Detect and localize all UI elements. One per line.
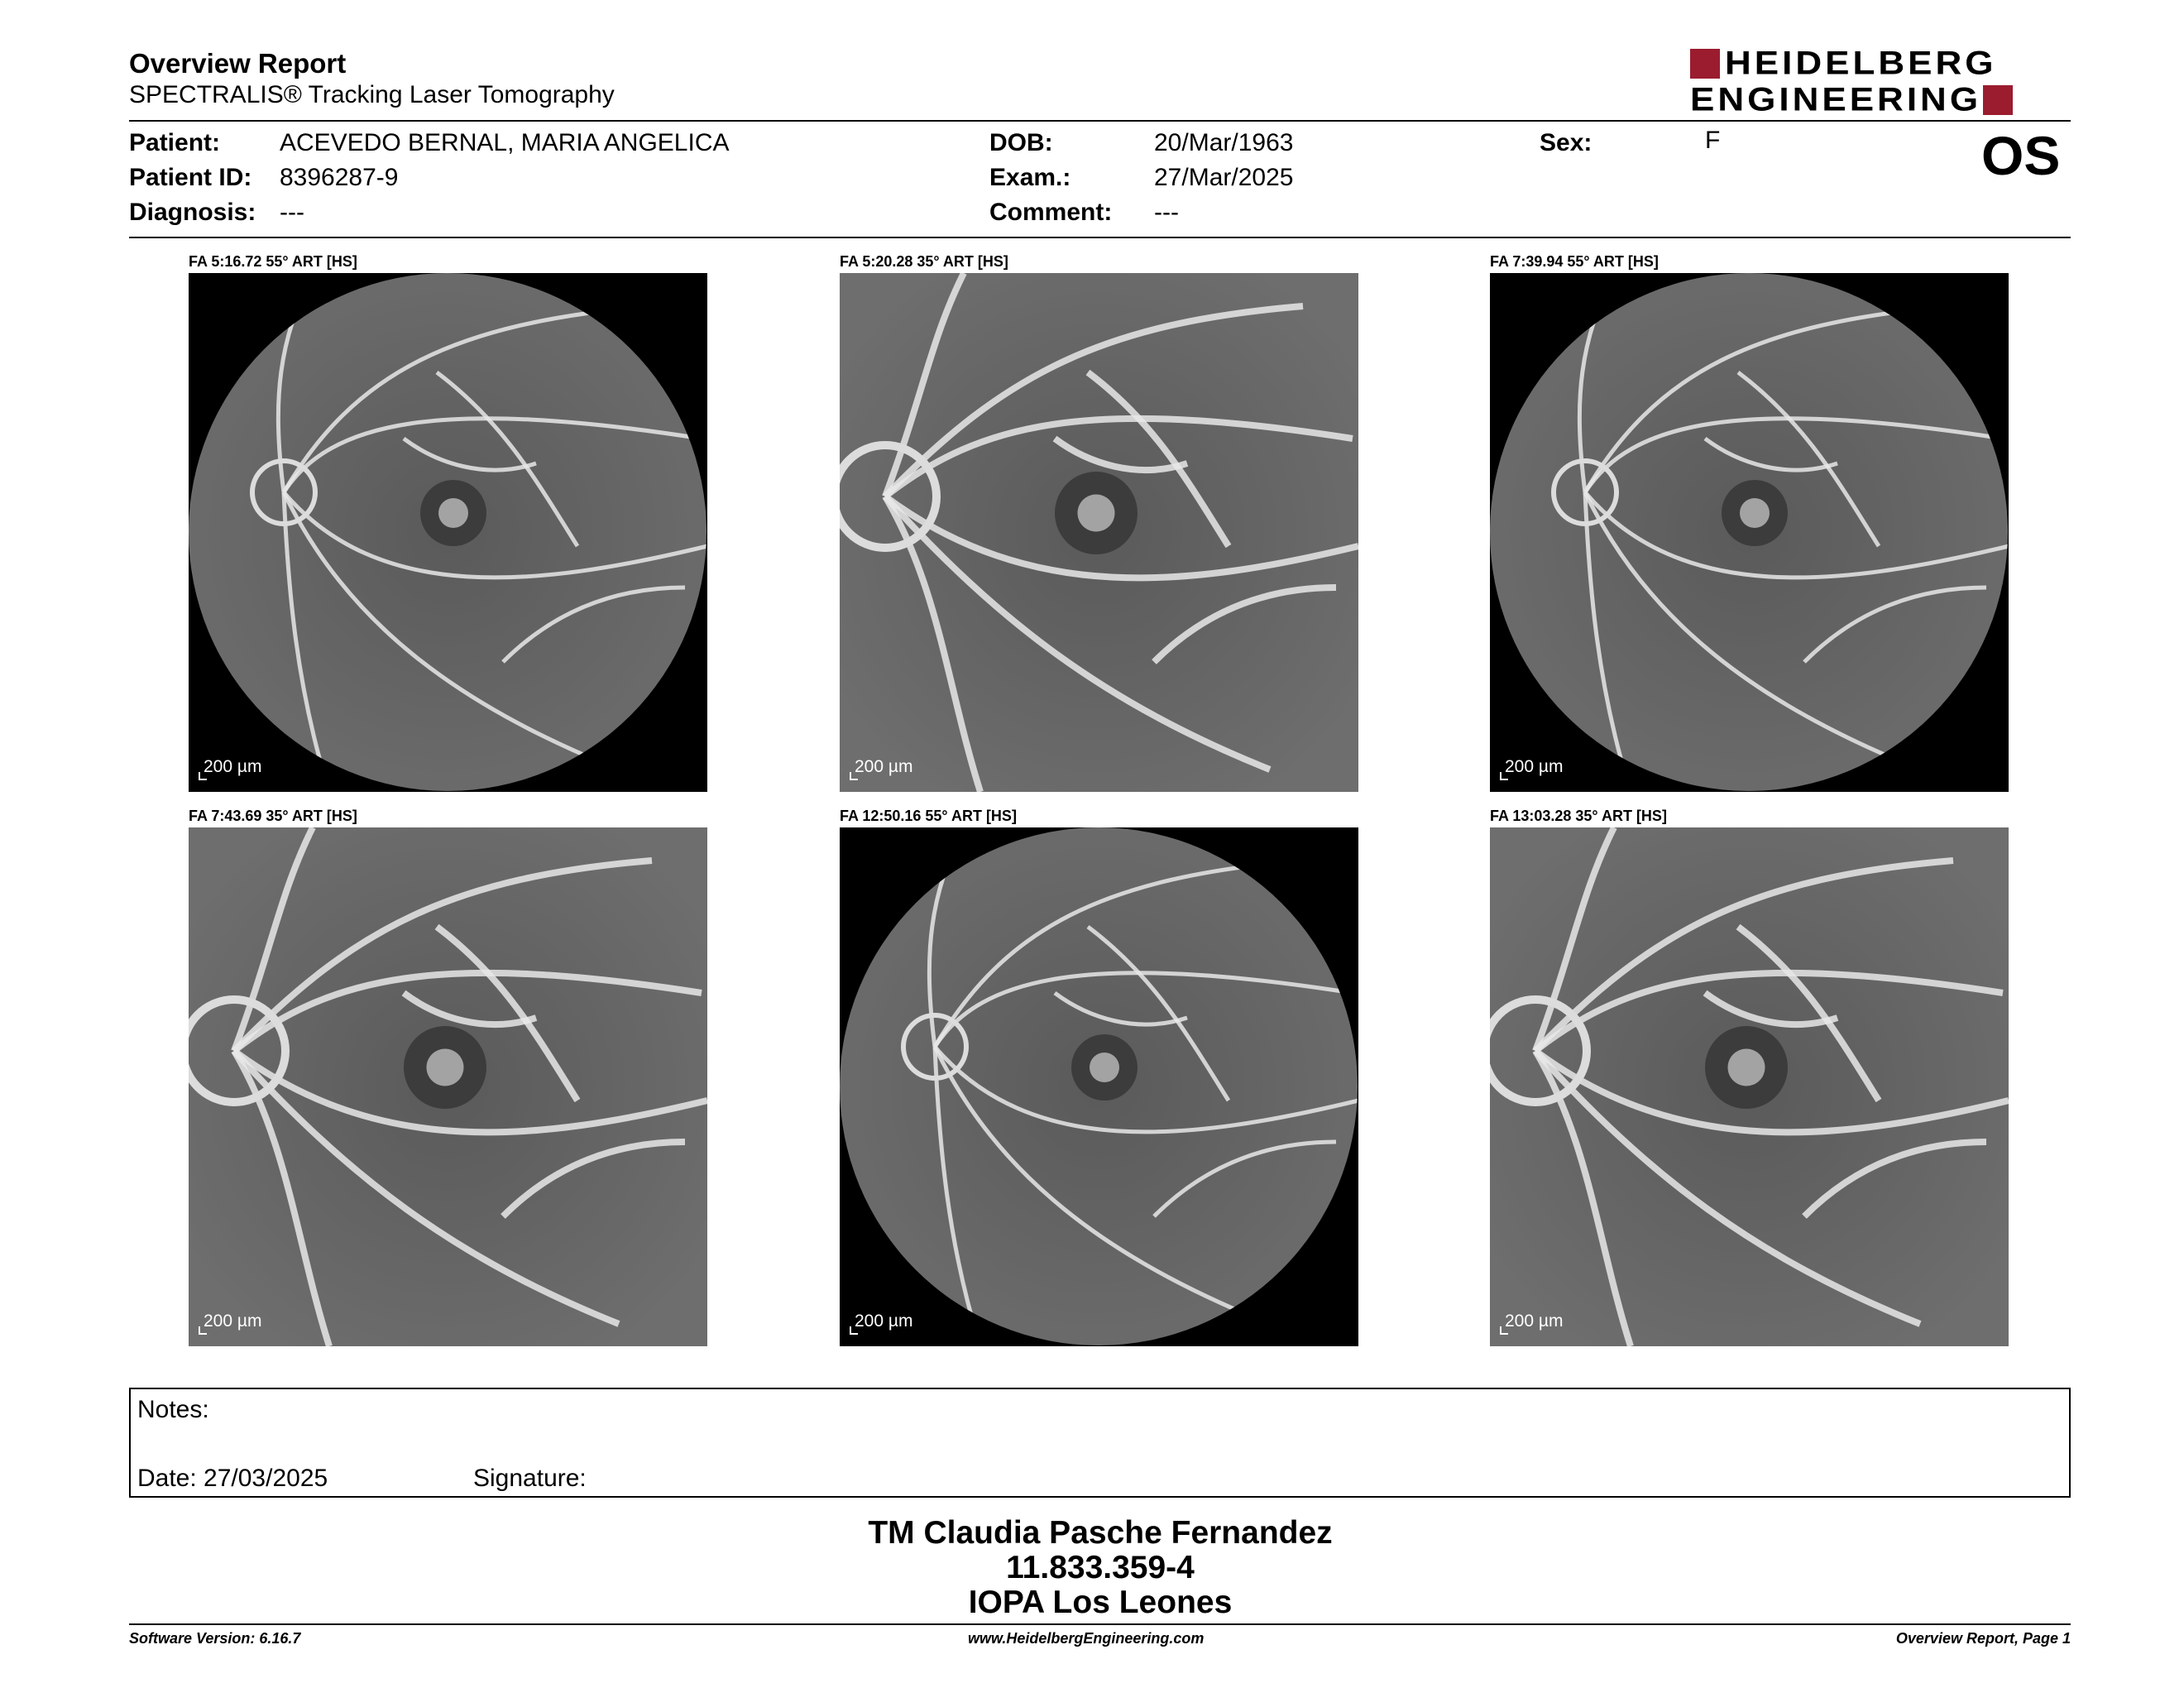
logo-text-line2: ENGINEERING (1690, 81, 1982, 118)
image-caption: FA 5:20.28 35° ART [HS] (840, 253, 1008, 270)
exam-label: Exam.: (989, 164, 1071, 191)
scale-label: 200 µm (204, 1312, 262, 1331)
image-caption: FA 5:16.72 55° ART [HS] (189, 253, 357, 270)
diagnosis-value: --- (280, 199, 304, 226)
fovea-hyperfluorescence (438, 498, 468, 528)
stamp-id: 11.833.359-4 (1006, 1550, 1195, 1585)
scale-bar (204, 1312, 261, 1331)
fundus-drawing (840, 827, 1358, 1346)
info-divider (129, 237, 2071, 238)
fundus-image[interactable] (1490, 273, 2009, 792)
scale-bar (1505, 757, 1563, 777)
website-link: www.HeidelbergEngineering.com (968, 1630, 1205, 1647)
fundus-drawing (1490, 273, 2009, 792)
scale-bar (855, 1312, 912, 1331)
scale-label: 200 µm (855, 757, 913, 776)
stamp-institution: IOPA Los Leones (968, 1585, 1233, 1620)
fundus-image[interactable] (189, 827, 707, 1346)
page-info: Overview Report, Page 1 (1895, 1630, 2071, 1647)
patient-name: ACEVEDO BERNAL, MARIA ANGELICA (280, 129, 730, 156)
scale-label: 200 µm (855, 1312, 913, 1331)
patient-id-label: Patient ID: (129, 164, 252, 191)
patient-label: Patient: (129, 129, 221, 156)
comment-label: Comment: (989, 199, 1113, 226)
scale-bar-marker (850, 772, 858, 780)
sex-label: Sex: (1540, 129, 1592, 156)
diagnosis-label: Diagnosis: (129, 199, 256, 226)
scale-label: 200 µm (204, 757, 262, 776)
scale-label: 200 µm (1505, 1312, 1564, 1331)
fovea-hyperfluorescence (1078, 495, 1115, 532)
scale-bar-marker (1500, 1326, 1508, 1335)
notes-box (129, 1388, 2071, 1498)
stamp-name: TM Claudia Pasche Fernandez (868, 1515, 1333, 1551)
footer-divider (129, 1623, 2071, 1625)
scale-bar (204, 757, 261, 777)
report-title: Overview Report (129, 48, 347, 79)
patient-id-value: 8396287-9 (280, 164, 399, 191)
date-label: Date: 27/03/2025 (137, 1465, 328, 1492)
image-caption: FA 7:39.94 55° ART [HS] (1490, 253, 1659, 270)
fovea-hyperfluorescence (1090, 1053, 1119, 1082)
dob-value: 20/Mar/1963 (1154, 129, 1294, 156)
fundus-image[interactable] (1490, 827, 2009, 1346)
scale-bar-marker (850, 1326, 858, 1335)
logo-text-line1: HEIDELBERG (1725, 45, 1997, 82)
fundus-drawing (189, 273, 707, 792)
scale-bar (855, 757, 912, 777)
exam-value: 27/Mar/2025 (1154, 164, 1294, 191)
fundus-drawing (1490, 827, 2009, 1346)
notes-label: Notes: (137, 1396, 209, 1423)
report-subtitle: SPECTRALIS® Tracking Laser Tomography (129, 81, 615, 108)
fovea-hyperfluorescence (427, 1049, 464, 1086)
logo-square-bottom (1983, 85, 2013, 115)
scale-bar-marker (1500, 772, 1508, 780)
scale-bar (1505, 1312, 1563, 1331)
image-caption: FA 12:50.16 55° ART [HS] (840, 808, 1017, 824)
scale-bar-marker (199, 772, 207, 780)
fundus-drawing (840, 273, 1358, 792)
software-version: Software Version: 6.16.7 (129, 1630, 301, 1647)
sex-value: F (1705, 127, 1721, 154)
scale-label: 200 µm (1505, 757, 1564, 776)
fundus-drawing (189, 827, 707, 1346)
fovea-hyperfluorescence (1740, 498, 1770, 528)
header-divider (129, 120, 2071, 122)
eye-indicator: OS (1981, 125, 2061, 186)
scale-bar-marker (199, 1326, 207, 1335)
fovea-hyperfluorescence (1728, 1049, 1765, 1086)
image-caption: FA 13:03.28 35° ART [HS] (1490, 808, 1667, 824)
logo-square-top (1690, 49, 1720, 79)
fundus-image[interactable] (840, 273, 1358, 792)
fundus-image[interactable] (189, 273, 707, 792)
signature-label: Signature: (473, 1465, 587, 1492)
comment-value: --- (1154, 199, 1179, 226)
fundus-image[interactable] (840, 827, 1358, 1346)
image-caption: FA 7:43.69 35° ART [HS] (189, 808, 357, 824)
dob-label: DOB: (989, 129, 1053, 156)
